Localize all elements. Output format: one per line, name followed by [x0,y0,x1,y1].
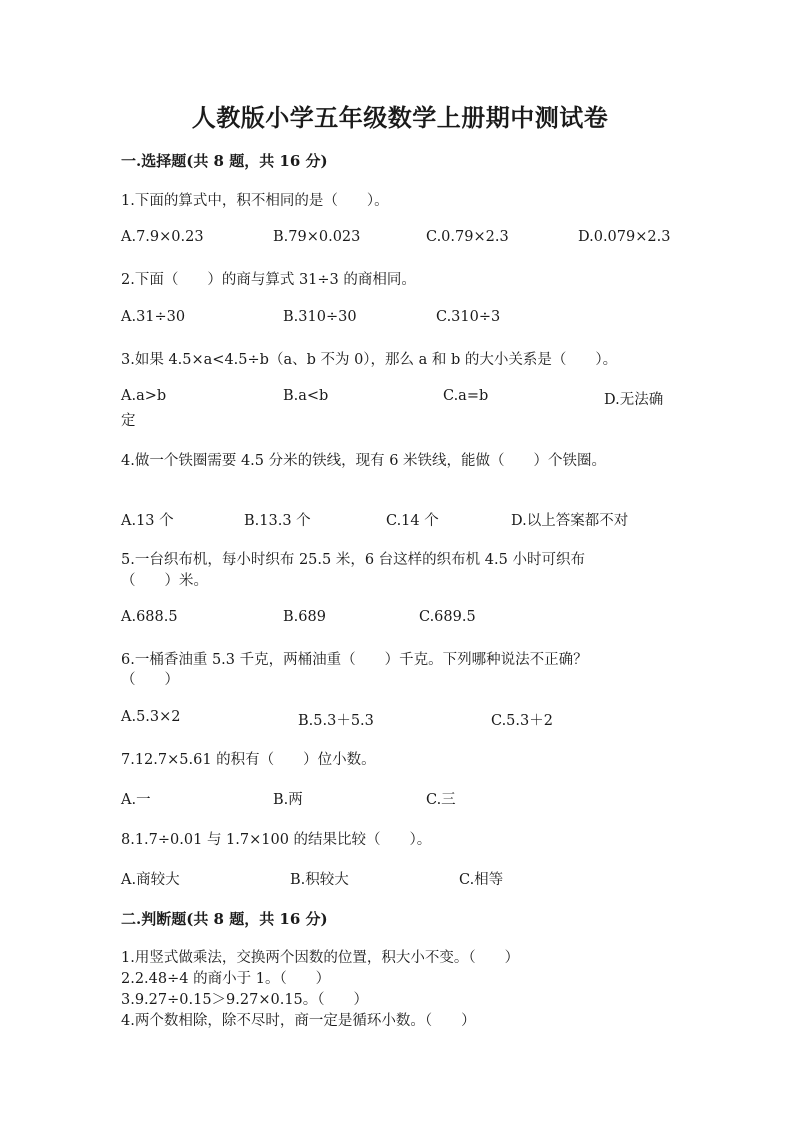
q1-option-b: B.79×0.023 [273,229,361,245]
q5-option-c: C.689.5 [419,609,476,625]
q3-option-a: A.a>b [121,388,167,404]
judgement-item: 3.9.27÷0.15＞9.27×0.15。（ ） [121,992,369,1008]
judgement-item: 4.两个数相除，除不尽时，商一定是循环小数。（ ） [121,1013,476,1029]
q4-option-b: B.13.3 个 [244,513,311,529]
section-heading-choice: 一.选择题(共 8 题，共 16 分) [121,152,328,170]
q6-option-a: A.5.3×2 [121,709,181,725]
question-2: 2.下面（ ）的商与算式 31÷3 的商相同。 [121,272,416,288]
section-heading-judgement: 二.判断题(共 8 题，共 16 分) [121,910,328,928]
q8-option-a: A.商较大 [121,872,180,888]
q7-option-a: A.一 [121,792,151,808]
question-4: 4.做一个铁圈需要 4.5 分米的铁线，现有 6 米铁线，能做（ ）个铁圈。 [121,453,607,469]
q3-option-b: B.a<b [283,388,329,404]
q3-option-d-wrap: 定 [121,413,136,429]
q5-option-b: B.689 [283,609,326,625]
q2-option-a: A.31÷30 [121,309,186,325]
q8-option-b: B.积较大 [290,872,349,888]
question-5-cont: （ ）米。 [121,573,208,589]
q3-option-d: D.无法确 [604,392,664,408]
q7-option-b: B.两 [273,792,303,808]
q3-option-c: C.a=b [443,388,489,404]
judgement-item: 2.2.48÷4 的商小于 1。（ ） [121,971,331,987]
q2-option-c: C.310÷3 [436,309,501,325]
q1-option-c: C.0.79×2.3 [426,229,509,245]
q1-option-d: D.0.079×2.3 [578,229,671,245]
q7-option-c: C.三 [426,792,456,808]
question-6: 6.一桶香油重 5.3 千克，两桶油重（ ）千克。下列哪种说法不正确？ [121,652,588,668]
judgement-item: 1.用竖式做乘法，交换两个因数的位置，积大小不变。（ ） [121,950,520,966]
question-8: 8.1.7÷0.01 与 1.7×100 的结果比较（ ）。 [121,832,432,848]
q6-option-b: B.5.3＋5.3 [298,713,374,729]
page-title: 人教版小学五年级数学上册期中测试卷 [191,103,609,132]
question-6-cont: （ ） [121,672,179,688]
q8-option-c: C.相等 [459,872,504,888]
q2-option-b: B.310÷30 [283,309,357,325]
question-5: 5.一台织布机，每小时织布 25.5 米，6 台这样的织布机 4.5 小时可织布 [121,552,585,568]
q6-option-c: C.5.3＋2 [491,713,553,729]
q4-option-c: C.14 个 [386,513,439,529]
question-7: 7.12.7×5.61 的积有（ ）位小数。 [121,752,376,768]
q5-option-a: A.688.5 [121,609,178,625]
question-1: 1.下面的算式中，积不相同的是（ ）。 [121,193,389,209]
question-3: 3.如果 4.5×a<4.5÷b（a、b 不为 0），那么 a 和 b 的大小关系是（ ）。 [121,352,618,368]
q4-option-a: A.13 个 [121,513,174,529]
q4-option-d: D.以上答案都不对 [511,513,629,529]
q1-option-a: A.7.9×0.23 [121,229,204,245]
